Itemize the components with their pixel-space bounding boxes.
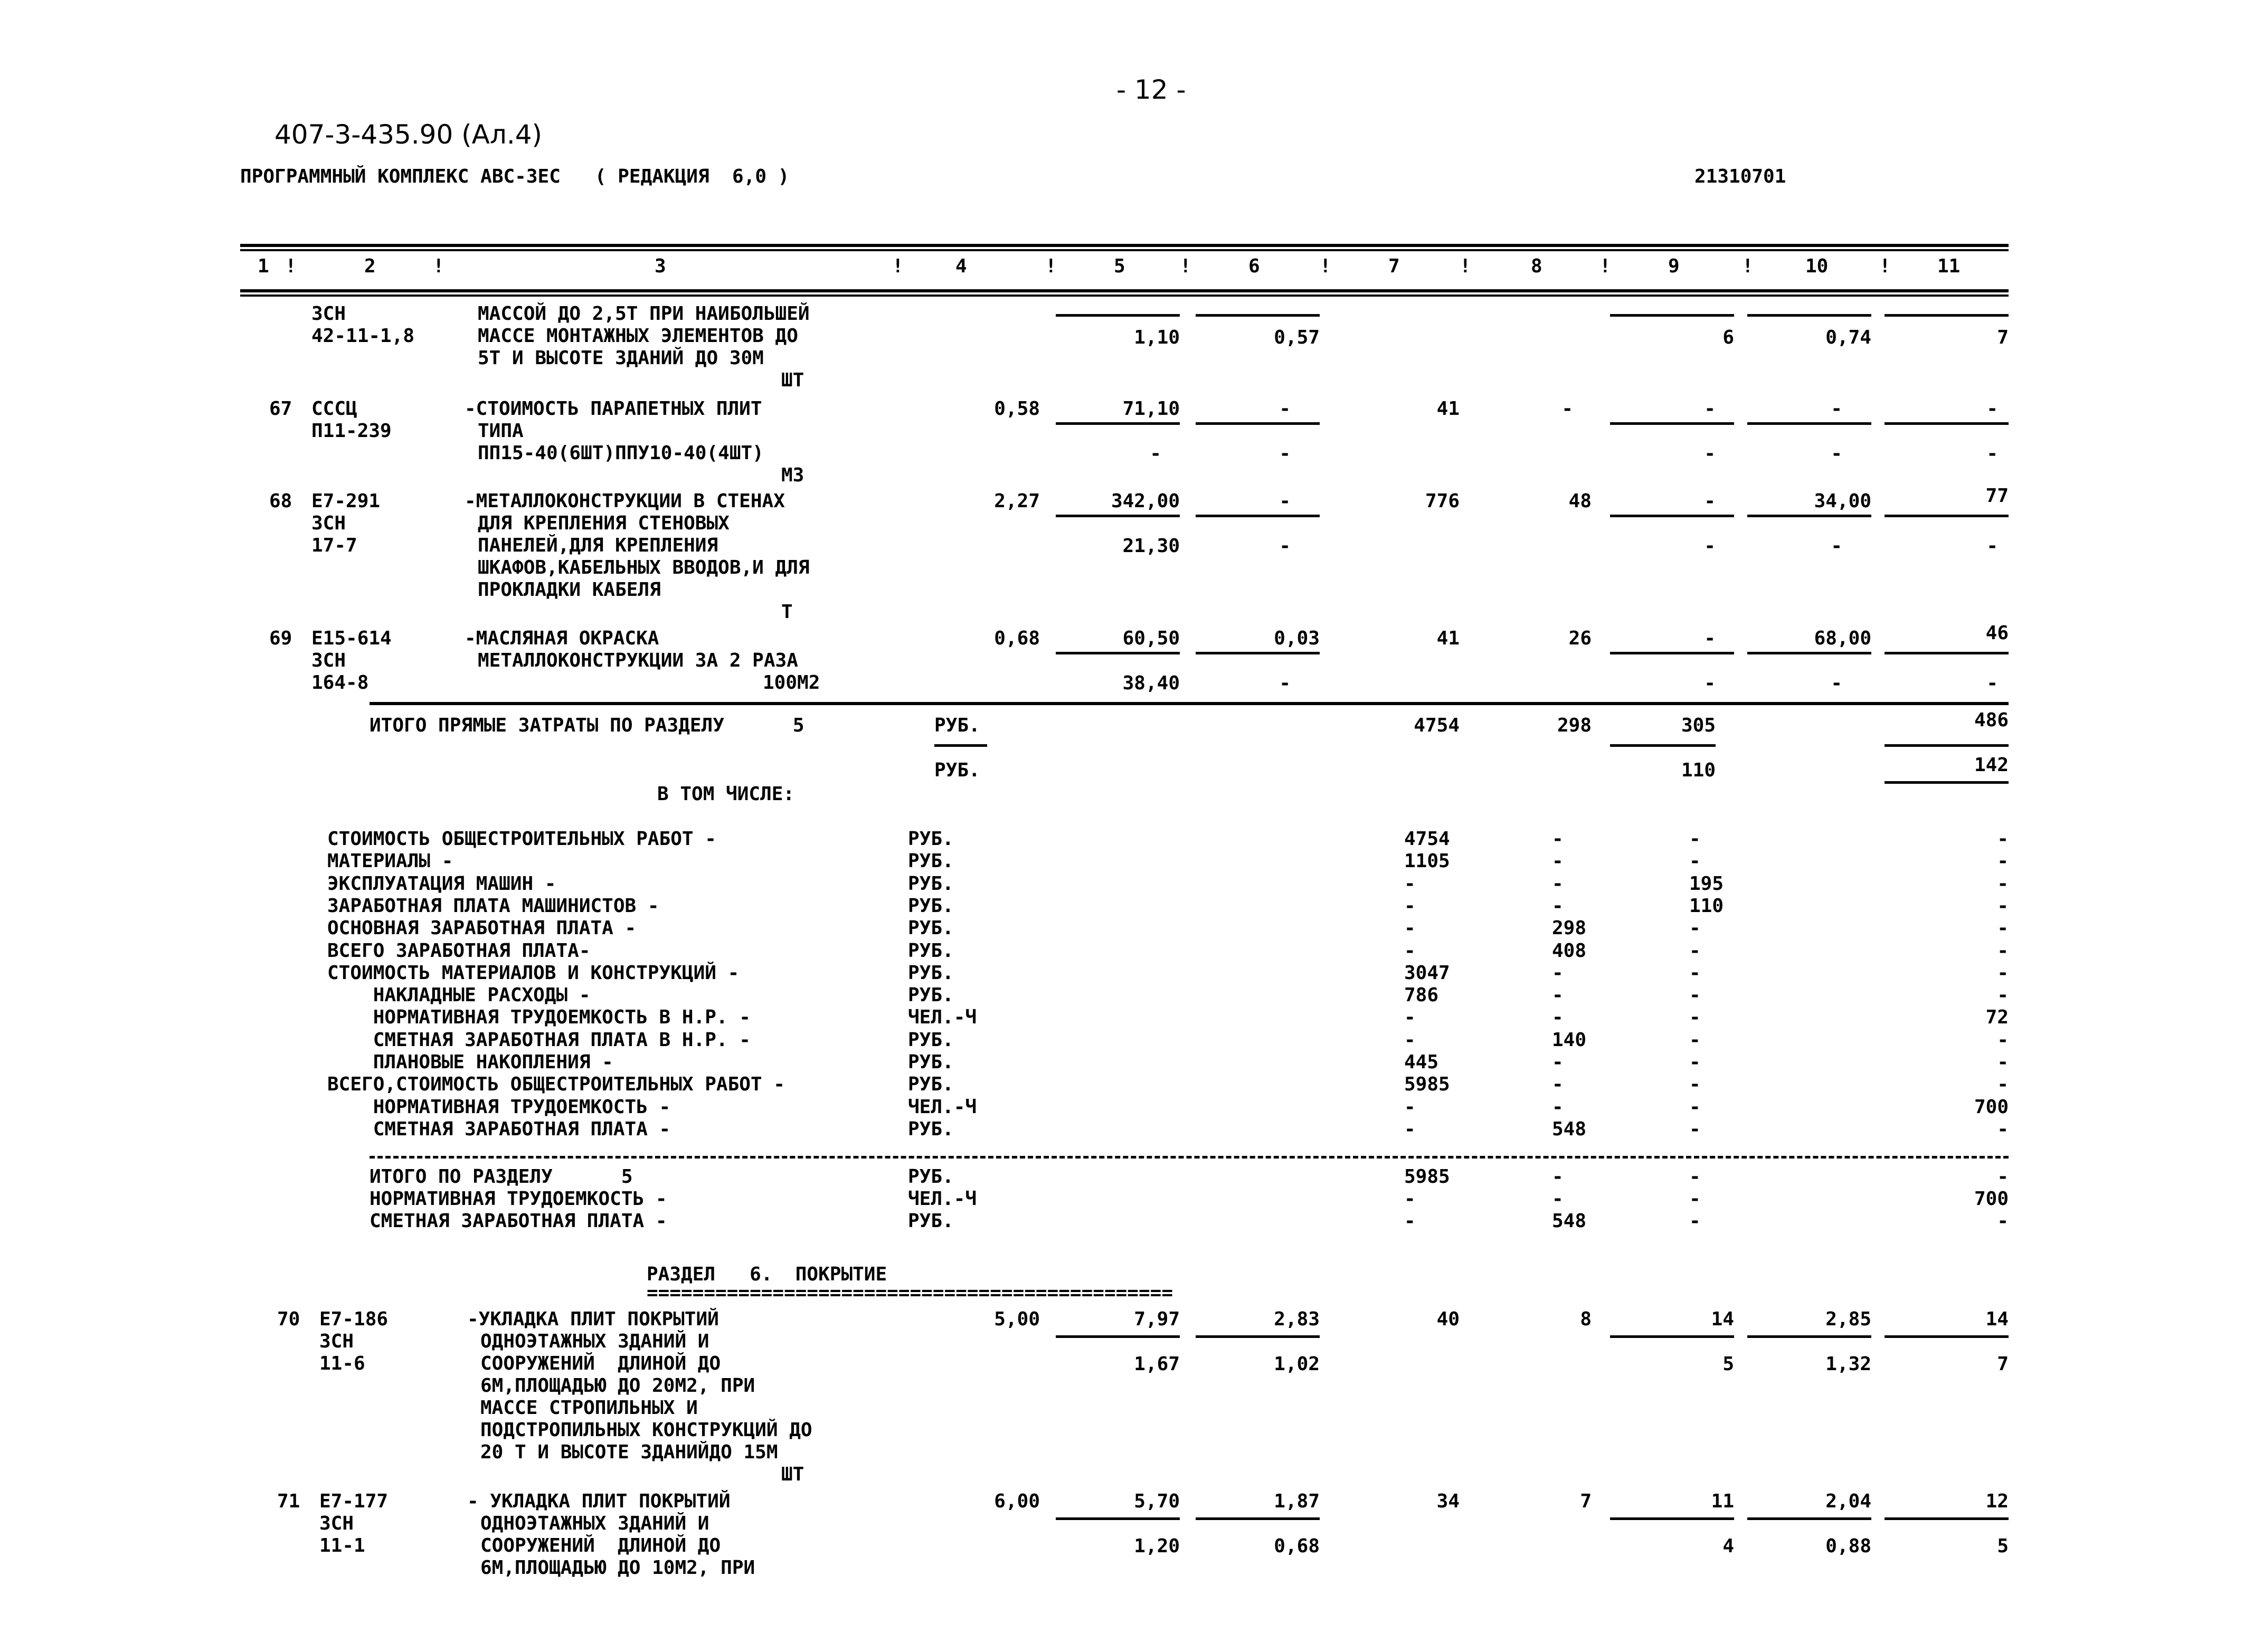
- cell-10b: 0,74: [1825, 327, 1871, 348]
- summary-c11: -: [1997, 939, 2009, 962]
- summary-unit: РУБ.: [908, 1029, 954, 1051]
- row-desc: - УКЛАДКА ПЛИТ ПОКРЫТИЙ: [467, 1490, 731, 1512]
- summary-c7: -: [1404, 1118, 1416, 1140]
- row-code: Е7-186: [319, 1308, 389, 1330]
- cell-divider: [1610, 515, 1734, 517]
- cell-5: 342,00: [1111, 490, 1180, 512]
- summary-c11: -: [1997, 962, 2009, 984]
- summary-c9: -: [1689, 1210, 1701, 1232]
- cell-6b: 0,68: [1274, 1535, 1320, 1557]
- summary-c9: -: [1689, 828, 1701, 850]
- summary-c7: -: [1404, 1188, 1416, 1210]
- cell-divider: [1610, 744, 1716, 747]
- row-code: Е15-614: [311, 628, 392, 649]
- row-desc: МАССЕ МОНТАЖНЫХ ЭЛЕМЕНТОВ ДО: [478, 325, 798, 347]
- summary-c9: -: [1689, 939, 1701, 962]
- cell-divider: [1196, 515, 1320, 517]
- summary-unit: РУБ.: [908, 1166, 954, 1188]
- cell-6: -: [1279, 398, 1291, 420]
- row-number: 67: [269, 398, 292, 420]
- cell-6b: -: [1279, 672, 1291, 694]
- row-desc: -СТОИМОСТЬ ПАРАПЕТНЫХ ПЛИТ: [465, 398, 762, 420]
- summary-unit: РУБ.: [908, 895, 954, 917]
- cell-divider: [1056, 422, 1180, 425]
- col-header-4: 4: [955, 255, 967, 277]
- summary-c9: -: [1689, 850, 1701, 872]
- cell-7: 41: [1436, 398, 1460, 420]
- cell-6b: -: [1279, 535, 1291, 557]
- header-bottom-rule-2: [240, 295, 2009, 297]
- cell-11: 12: [1985, 1490, 2009, 1512]
- summary-label: ВСЕГО,СТОИМОСТЬ ОБЩЕСТРОИТЕЛЬНЫХ РАБОТ -: [327, 1074, 785, 1096]
- section-title: РАЗДЕЛ 6. ПОКРЫТИЕ: [647, 1264, 887, 1285]
- summary-c11: 72: [1985, 1007, 2009, 1029]
- col-header-1: 1: [258, 255, 269, 277]
- including-label: В ТОМ ЧИСЛЕ:: [657, 783, 795, 805]
- row-code: ЗСН: [319, 1331, 354, 1352]
- totals-c8: 298: [1557, 715, 1592, 736]
- summary-c7: -: [1404, 1096, 1416, 1118]
- summary-c8: -: [1552, 984, 1564, 1007]
- row-desc: -МЕТАЛЛОКОНСТРУКЦИИ В СТЕНАХ: [465, 490, 785, 512]
- cell-9: 11: [1711, 1490, 1734, 1512]
- summary-c7: 445: [1404, 1051, 1439, 1073]
- summary-c11: -: [1997, 1118, 2009, 1140]
- cell-6: 2,83: [1274, 1308, 1320, 1330]
- section-title-underline: ==============================================: [647, 1282, 1173, 1304]
- row-code: Е7-291: [311, 490, 381, 512]
- summary-label: ВСЕГО ЗАРАБОТНАЯ ПЛАТА-: [327, 939, 591, 962]
- row-desc: 6М,ПЛОЩАДЬЮ ДО 10М2, ПРИ: [480, 1557, 755, 1579]
- summary-label: ОСНОВНАЯ ЗАРАБОТНАЯ ПЛАТА -: [327, 917, 637, 939]
- summary-c9: -: [1689, 1051, 1701, 1073]
- row-desc: ПОДСТРОПИЛЬНЫХ КОНСТРУКЦИЙ ДО: [480, 1419, 812, 1441]
- row-code: ЗСН: [311, 512, 346, 534]
- row-code: Е7-177: [319, 1490, 389, 1512]
- row-desc: -УКЛАДКА ПЛИТ ПОКРЫТИЙ: [467, 1308, 719, 1330]
- cell-divider: [1610, 1335, 1734, 1338]
- summary-c11: -: [1997, 1210, 2009, 1232]
- summary-unit: РУБ.: [908, 850, 954, 872]
- summary-c8: -: [1552, 850, 1564, 872]
- row-unit: Т: [781, 601, 793, 623]
- col-sep: !: [1879, 255, 1891, 277]
- summary-c7: 3047: [1404, 962, 1450, 984]
- cell-4: 0,58: [994, 398, 1040, 420]
- cell-6: -: [1279, 490, 1291, 512]
- cell-10b: -: [1831, 535, 1842, 557]
- row-number: 69: [269, 628, 292, 649]
- summary-c7: 5985: [1404, 1074, 1450, 1096]
- section-total-rule: [370, 1156, 2009, 1159]
- cell-9: 14: [1711, 1308, 1734, 1330]
- summary-c11: -: [1997, 1029, 2009, 1051]
- cell-5: 5,70: [1134, 1490, 1180, 1512]
- cell-6b: 0,57: [1274, 327, 1320, 348]
- row-code: П11-239: [311, 420, 392, 442]
- summary-c9: -: [1689, 984, 1701, 1007]
- row-unit: М3: [781, 464, 804, 486]
- summary-label: ИТОГО ПО РАЗДЕЛУ 5: [370, 1166, 633, 1188]
- cell-11: 46: [1985, 622, 2009, 644]
- cell-5b: 1,20: [1134, 1535, 1180, 1557]
- cell-divider: [1747, 422, 1871, 425]
- cell-9: -: [1704, 490, 1716, 512]
- summary-label: СТОИМОСТЬ ОБЩЕСТРОИТЕЛЬНЫХ РАБОТ -: [327, 828, 716, 850]
- summary-label: НОРМАТИВНАЯ ТРУДОЕМКОСТЬ В Н.Р. -: [327, 1007, 751, 1029]
- cell-10b: -: [1831, 443, 1842, 464]
- summary-label: МАТЕРИАЛЫ -: [327, 850, 453, 872]
- header-bottom-rule: [240, 289, 2009, 292]
- summary-c9: -: [1689, 917, 1701, 939]
- cell-divider: [1885, 744, 2009, 747]
- cell-11: -: [1986, 398, 1998, 420]
- cell-9b: -: [1704, 672, 1716, 694]
- summary-c8: 298: [1552, 917, 1587, 939]
- summary-c7: -: [1404, 1210, 1416, 1232]
- totals-c11b: 142: [1974, 754, 2009, 776]
- col-header-3: 3: [655, 255, 666, 277]
- summary-c9: -: [1689, 1074, 1701, 1096]
- cell-5: 60,50: [1122, 628, 1180, 649]
- col-sep: !: [1599, 255, 1611, 277]
- totals-c9b: 110: [1681, 759, 1716, 781]
- summary-c9: -: [1689, 1096, 1701, 1118]
- cell-11: 14: [1985, 1308, 2009, 1330]
- row-unit: 100М2: [763, 672, 820, 694]
- cell-6b: 1,02: [1274, 1353, 1320, 1375]
- col-sep: !: [1045, 255, 1057, 277]
- page-number: - 12 -: [1116, 74, 1186, 105]
- summary-c8: 548: [1552, 1210, 1587, 1232]
- cell-divider: [1885, 422, 2009, 425]
- cell-10: 2,85: [1825, 1308, 1871, 1330]
- cell-4: 5,00: [994, 1308, 1040, 1330]
- summary-unit: РУБ.: [908, 872, 954, 895]
- summary-c8: 548: [1552, 1118, 1587, 1140]
- cell-8: -: [1561, 398, 1573, 420]
- summary-label: ЗАРАБОТНАЯ ПЛАТА МАШИНИСТОВ -: [327, 895, 659, 917]
- cell-5: 7,97: [1134, 1308, 1180, 1330]
- summary-c11: -: [1997, 895, 2009, 917]
- cell-9: -: [1704, 628, 1716, 649]
- cell-9b: 5: [1722, 1353, 1734, 1375]
- cell-6: 1,87: [1274, 1490, 1320, 1512]
- row-code: ЗСН: [311, 650, 346, 671]
- row-unit: ШТ: [781, 1464, 804, 1485]
- summary-c11: 700: [1974, 1096, 2009, 1118]
- summary-label: НАКЛАДНЫЕ РАСХОДЫ -: [327, 984, 591, 1007]
- row-number: 70: [277, 1308, 300, 1330]
- summary-c7: -: [1404, 872, 1416, 895]
- row-desc: 20 Т И ВЫСОТЕ ЗДАНИЙДО 15М: [480, 1441, 778, 1463]
- cell-8: 7: [1580, 1490, 1592, 1512]
- col-header-2: 2: [364, 255, 376, 277]
- summary-c11: -: [1997, 984, 2009, 1007]
- cell-6: 0,03: [1274, 628, 1320, 649]
- col-header-6: 6: [1248, 255, 1260, 277]
- summary-c9: -: [1689, 962, 1701, 984]
- summary-c11: -: [1997, 1074, 2009, 1096]
- cell-divider: [1196, 314, 1320, 317]
- row-desc: ПП15-40(6ШТ)ППУ10-40(4ШТ): [478, 442, 764, 464]
- summary-c7: 1105: [1404, 850, 1450, 872]
- row-desc: ПРОКЛАДКИ КАБЕЛЯ: [478, 579, 661, 601]
- summary-c8: -: [1552, 1074, 1564, 1096]
- summary-unit: ЧЕЛ.-Ч: [908, 1096, 977, 1118]
- totals-rule: [370, 702, 2009, 705]
- totals-unit: РУБ.: [934, 715, 980, 736]
- program-title: ПРОГРАММНЫЙ КОМПЛЕКС АВС-ЗЕС ( РЕДАКЦИЯ 6,0 ): [240, 166, 790, 187]
- summary-label: НОРМАТИВНАЯ ТРУДОЕМКОСТЬ -: [327, 1096, 671, 1118]
- cell-divider: [1885, 1335, 2009, 1338]
- row-desc: -МАСЛЯНАЯ ОКРАСКА: [465, 628, 659, 649]
- cell-10: 34,00: [1814, 490, 1871, 512]
- summary-c8: 408: [1552, 939, 1587, 962]
- cell-divider: [1747, 314, 1871, 317]
- col-sep: !: [433, 255, 444, 277]
- cell-divider: [1885, 314, 2009, 317]
- row-desc: МЕТАЛЛОКОНСТРУКЦИИ ЗА 2 РАЗА: [478, 650, 798, 671]
- program-id: 21310701: [1694, 166, 1786, 187]
- row-code: СССЦ: [311, 398, 357, 420]
- row-desc: ОДНОЭТАЖНЫХ ЗДАНИЙ И: [480, 1513, 709, 1534]
- cell-divider: [1885, 781, 2009, 784]
- summary-unit: ЧЕЛ.-Ч: [908, 1188, 977, 1210]
- row-desc: СООРУЖЕНИЙ ДЛИНОЙ ДО: [480, 1535, 721, 1556]
- col-sep: !: [1742, 255, 1754, 277]
- table-top-rule: [240, 244, 2009, 247]
- summary-label: СМЕТНАЯ ЗАРАБОТНАЯ ПЛАТА В Н.Р. -: [327, 1029, 751, 1051]
- cell-divider: [1056, 652, 1180, 654]
- cell-6b: -: [1279, 443, 1291, 464]
- cell-divider: [1196, 652, 1320, 654]
- totals-c11: 486: [1974, 709, 2009, 731]
- summary-c11: -: [1997, 1051, 2009, 1073]
- summary-c11: -: [1997, 872, 2009, 895]
- cell-7: 776: [1425, 490, 1460, 512]
- summary-c8: -: [1552, 1007, 1564, 1029]
- summary-unit: РУБ.: [908, 1051, 954, 1073]
- cell-4: 6,00: [994, 1490, 1040, 1512]
- row-code: 17-7: [311, 535, 357, 556]
- cell-10: 68,00: [1814, 628, 1871, 649]
- summary-c9: -: [1689, 1118, 1701, 1140]
- col-header-5: 5: [1114, 255, 1125, 277]
- cell-4: 2,27: [994, 490, 1040, 512]
- summary-c8: -: [1552, 1096, 1564, 1118]
- summary-c11: 700: [1974, 1188, 2009, 1210]
- summary-unit: РУБ.: [908, 1074, 954, 1096]
- cell-9b: 6: [1722, 327, 1734, 348]
- row-desc: 5Т И ВЫСОТЕ ЗДАНИЙ ДО 30М: [478, 347, 764, 369]
- col-header-10: 10: [1805, 255, 1829, 277]
- summary-unit: РУБ.: [908, 917, 954, 939]
- summary-label: НОРМАТИВНАЯ ТРУДОЕМКОСТЬ -: [370, 1188, 667, 1210]
- cell-11b: 5: [1997, 1535, 2009, 1557]
- summary-c7: -: [1404, 1029, 1416, 1051]
- summary-c11: -: [1997, 850, 2009, 872]
- cell-divider: [1610, 652, 1734, 654]
- totals-c9: 305: [1681, 715, 1716, 736]
- cell-divider: [1056, 1517, 1180, 1520]
- row-number: 71: [277, 1490, 300, 1512]
- cell-9b: -: [1704, 443, 1716, 464]
- row-desc: ШКАФОВ,КАБЕЛЬНЫХ ВВОДОВ,И ДЛЯ: [478, 557, 810, 578]
- summary-label: СМЕТНАЯ ЗАРАБОТНАЯ ПЛАТА -: [370, 1210, 667, 1232]
- summary-unit: ЧЕЛ.-Ч: [908, 1007, 977, 1029]
- row-code: 11-6: [319, 1353, 365, 1374]
- cell-10: 2,04: [1825, 1490, 1871, 1512]
- col-header-11: 11: [1937, 255, 1961, 277]
- summary-c7: 4754: [1404, 828, 1450, 850]
- cell-11b: -: [1986, 535, 1998, 557]
- row-desc: ПАНЕЛЕЙ,ДЛЯ КРЕПЛЕНИЯ: [478, 535, 718, 556]
- cell-11b: -: [1986, 443, 1998, 464]
- cell-divider: [1196, 422, 1320, 425]
- row-desc: ТИПА: [478, 420, 524, 442]
- summary-label: СТОИМОСТЬ МАТЕРИАЛОВ И КОНСТРУКЦИЙ -: [327, 962, 740, 984]
- row-desc: ДЛЯ КРЕПЛЕНИЯ СТЕНОВЫХ: [478, 512, 730, 534]
- cell-divider: [1196, 1517, 1320, 1520]
- cell-divider: [1885, 515, 2009, 517]
- cell-7: 41: [1436, 628, 1460, 649]
- totals-c7: 4754: [1414, 715, 1460, 736]
- summary-unit: РУБ.: [908, 1210, 954, 1232]
- totals-unit-2: РУБ.: [934, 759, 980, 781]
- summary-c8: -: [1552, 1188, 1564, 1210]
- row-desc: МАССОЙ ДО 2,5Т ПРИ НАИБОЛЬШЕЙ: [478, 303, 810, 325]
- cell-divider: [1885, 652, 2009, 654]
- col-sep: !: [285, 255, 297, 277]
- cell-8: 8: [1580, 1308, 1592, 1330]
- cell-10: -: [1831, 398, 1842, 420]
- cell-divider: [1747, 1335, 1871, 1338]
- cell-divider: [1056, 314, 1180, 317]
- summary-c7: 786: [1404, 984, 1439, 1007]
- summary-c8: -: [1552, 962, 1564, 984]
- summary-label: СМЕТНАЯ ЗАРАБОТНАЯ ПЛАТА -: [327, 1118, 671, 1140]
- summary-unit: РУБ.: [908, 962, 954, 984]
- cell-9b: -: [1704, 535, 1716, 557]
- cell-11b: -: [1986, 672, 1998, 694]
- summary-label: ЭКСПЛУАТАЦИЯ МАШИН -: [327, 872, 556, 895]
- cell-11b: 7: [1997, 327, 2009, 348]
- summary-c11: -: [1997, 1166, 2009, 1188]
- totals-label: ИТОГО ПРЯМЫЕ ЗАТРАТЫ ПО РАЗДЕЛУ 5: [370, 715, 804, 736]
- table-top-rule-2: [240, 249, 2009, 251]
- summary-c8: -: [1552, 1166, 1564, 1188]
- summary-c7: -: [1404, 1007, 1416, 1029]
- summary-unit: РУБ.: [908, 828, 954, 850]
- summary-c8: -: [1552, 872, 1564, 895]
- row-code: ЗСН: [311, 303, 346, 325]
- col-sep: !: [1460, 255, 1471, 277]
- row-desc: ОДНОЭТАЖНЫХ ЗДАНИЙ И: [480, 1331, 709, 1352]
- summary-unit: РУБ.: [908, 939, 954, 962]
- summary-c7: 5985: [1404, 1166, 1450, 1188]
- summary-unit: РУБ.: [908, 984, 954, 1007]
- col-sep: !: [1180, 255, 1191, 277]
- summary-c9: -: [1689, 1166, 1701, 1188]
- cell-8: 48: [1568, 490, 1592, 512]
- row-unit: ШТ: [781, 369, 804, 391]
- cell-5b: 21,30: [1122, 535, 1180, 557]
- summary-c7: -: [1404, 917, 1416, 939]
- cell-7: 34: [1436, 1490, 1460, 1512]
- col-sep: !: [892, 255, 904, 277]
- row-code: 11-1: [319, 1535, 365, 1556]
- cell-divider: [1056, 515, 1180, 517]
- cell-5: 71,10: [1122, 398, 1180, 420]
- cell-10b: 1,32: [1825, 1353, 1871, 1375]
- summary-c8: -: [1552, 1051, 1564, 1073]
- summary-c8: -: [1552, 895, 1564, 917]
- row-code: ЗСН: [319, 1513, 354, 1534]
- summary-c11: -: [1997, 828, 2009, 850]
- cell-11: 77: [1985, 485, 2009, 507]
- cell-5b: -: [1150, 443, 1161, 464]
- col-sep: !: [1320, 255, 1331, 277]
- cell-divider: [1747, 652, 1871, 654]
- cell-divider: [1610, 1517, 1734, 1520]
- cell-divider: [1610, 422, 1734, 425]
- summary-c8: -: [1552, 828, 1564, 850]
- cell-divider: [1610, 314, 1734, 317]
- summary-unit: РУБ.: [908, 1118, 954, 1140]
- cell-8: 26: [1568, 628, 1592, 649]
- cell-5b: 1,67: [1134, 1353, 1180, 1375]
- summary-c9: 110: [1689, 895, 1724, 917]
- summary-c9: -: [1689, 1029, 1701, 1051]
- row-code: 164-8: [311, 672, 369, 694]
- cell-divider: [1885, 1517, 2009, 1520]
- cell-divider: [1747, 1517, 1871, 1520]
- summary-c9: -: [1689, 1188, 1701, 1210]
- summary-c8: 140: [1552, 1029, 1587, 1051]
- cell-5b: 38,40: [1122, 672, 1180, 694]
- row-desc: МАССЕ СТРОПИЛЬНЫХ И: [480, 1397, 698, 1419]
- row-number: 68: [269, 490, 292, 512]
- row-desc: 6М,ПЛОЩАДЬЮ ДО 20М2, ПРИ: [480, 1375, 755, 1397]
- cell-9: -: [1704, 398, 1716, 420]
- col-header-7: 7: [1388, 255, 1400, 277]
- summary-c9: -: [1689, 1007, 1701, 1029]
- cell-10b: -: [1831, 672, 1842, 694]
- cell-11b: 7: [1997, 1353, 2009, 1375]
- cell-divider: [1056, 1335, 1180, 1338]
- cell-4: 0,68: [994, 628, 1040, 649]
- cell-7: 40: [1436, 1308, 1460, 1330]
- cell-5b: 1,10: [1134, 327, 1180, 348]
- cell-divider: [1747, 515, 1871, 517]
- document-code: 407-3-435.90 (Ал.4): [274, 119, 543, 150]
- summary-c7: -: [1404, 895, 1416, 917]
- summary-c9: 195: [1689, 872, 1724, 895]
- col-header-9: 9: [1668, 255, 1680, 277]
- summary-label: ПЛАНОВЫЕ НАКОПЛЕНИЯ -: [327, 1051, 613, 1073]
- cell-10b: 0,88: [1825, 1535, 1871, 1557]
- cell-divider: [934, 744, 987, 747]
- row-desc: СООРУЖЕНИЙ ДЛИНОЙ ДО: [480, 1353, 721, 1374]
- cell-9b: 4: [1722, 1535, 1734, 1557]
- summary-c7: -: [1404, 939, 1416, 962]
- cell-divider: [1196, 1335, 1320, 1338]
- col-header-8: 8: [1531, 255, 1542, 277]
- summary-c11: -: [1997, 917, 2009, 939]
- row-code: 42-11-1,8: [311, 325, 415, 347]
